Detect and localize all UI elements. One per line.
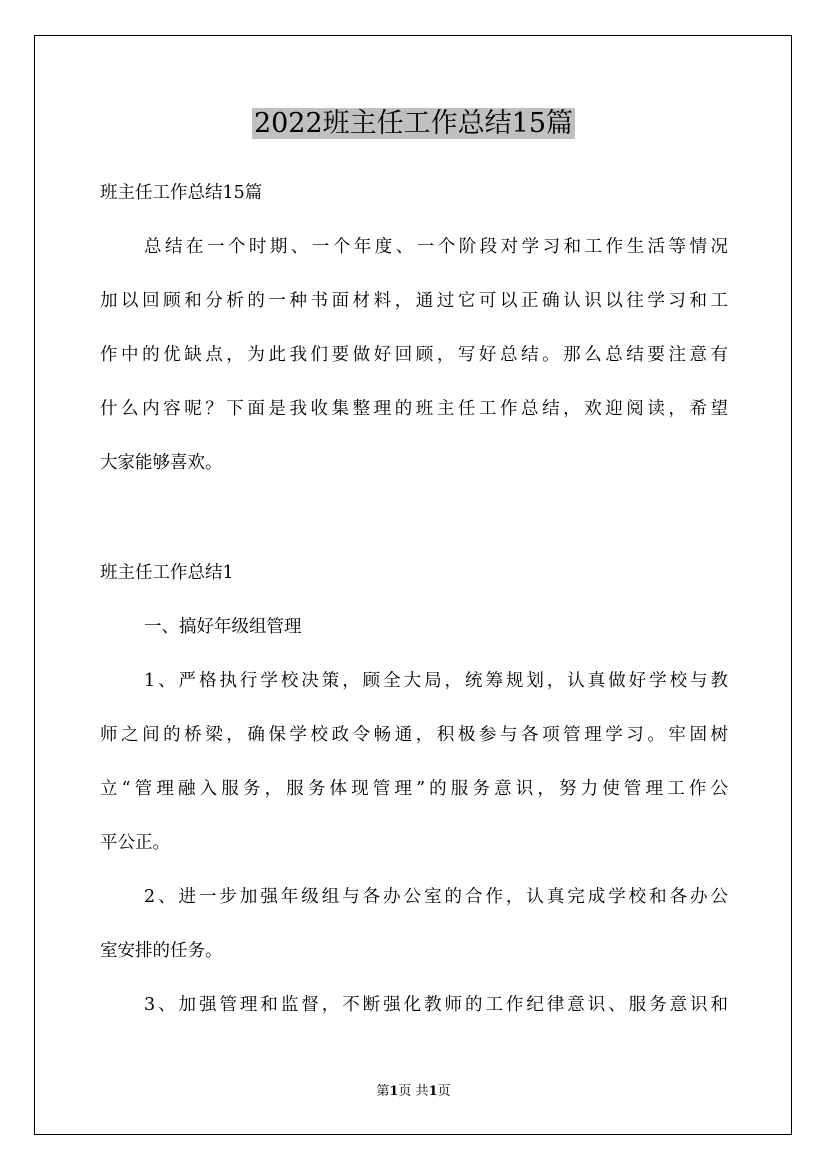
- subtitle-block: [100, 166, 728, 220]
- document-title: [0, 104, 827, 144]
- subtitle: 班主任工作总结15篇: [100, 183, 263, 203]
- document-title-text: 2022班主任工作总结15篇: [253, 108, 574, 139]
- intro-line: 大家能够喜欢。: [100, 453, 223, 473]
- section-subheading-block: [100, 600, 728, 654]
- item-2-paragraph: [100, 870, 728, 978]
- intro-line: 总结在一个时期、一个年度、一个阶段对学习和工作生活等情况: [144, 237, 728, 257]
- footer-mid: 页 共: [398, 1084, 429, 1099]
- intro-line: 什么内容呢？下面是我收集整理的班主任工作总结，欢迎阅读，希望: [100, 399, 728, 419]
- item-2-line: 室安排的任务。: [100, 941, 223, 961]
- intro-line: 加以回顾和分析的一种书面材料，通过它可以正确认识以往学习和工: [100, 291, 728, 311]
- footer-total-pages: 1: [428, 1084, 438, 1099]
- item-1-line: 立“管理融入服务，服务体现管理”的服务意识，努力使管理工作公: [100, 779, 728, 799]
- item-1-paragraph: [100, 654, 728, 870]
- page-footer: [0, 1082, 827, 1102]
- item-1-line: 平公正。: [100, 833, 170, 853]
- item-3-paragraph: [100, 978, 728, 1032]
- section-heading-block: [100, 546, 728, 600]
- item-1-line: 师之间的桥梁，确保学校政令畅通，积极参与各项管理学习。牢固树: [100, 725, 728, 745]
- section-heading: 班主任工作总结1: [100, 563, 234, 583]
- item-3-line: 3、加强管理和监督，不断强化教师的工作纪律意识、服务意识和: [144, 995, 728, 1015]
- item-2-line: 2、进一步加强年级组与各办公室的合作，认真完成学校和各办公: [144, 887, 728, 907]
- item-1-line: 1、严格执行学校决策，顾全大局，统筹规划，认真做好学校与教: [144, 671, 728, 691]
- intro-line: 作中的优缺点，为此我们要做好回顾，写好总结。那么总结要注意有: [100, 345, 728, 365]
- footer-suffix: 页: [437, 1084, 451, 1099]
- intro-paragraph: [100, 220, 728, 490]
- section-subheading: 一、搞好年级组管理: [144, 617, 302, 637]
- footer-page-number: 1: [389, 1084, 399, 1099]
- footer-prefix: 第: [376, 1084, 390, 1099]
